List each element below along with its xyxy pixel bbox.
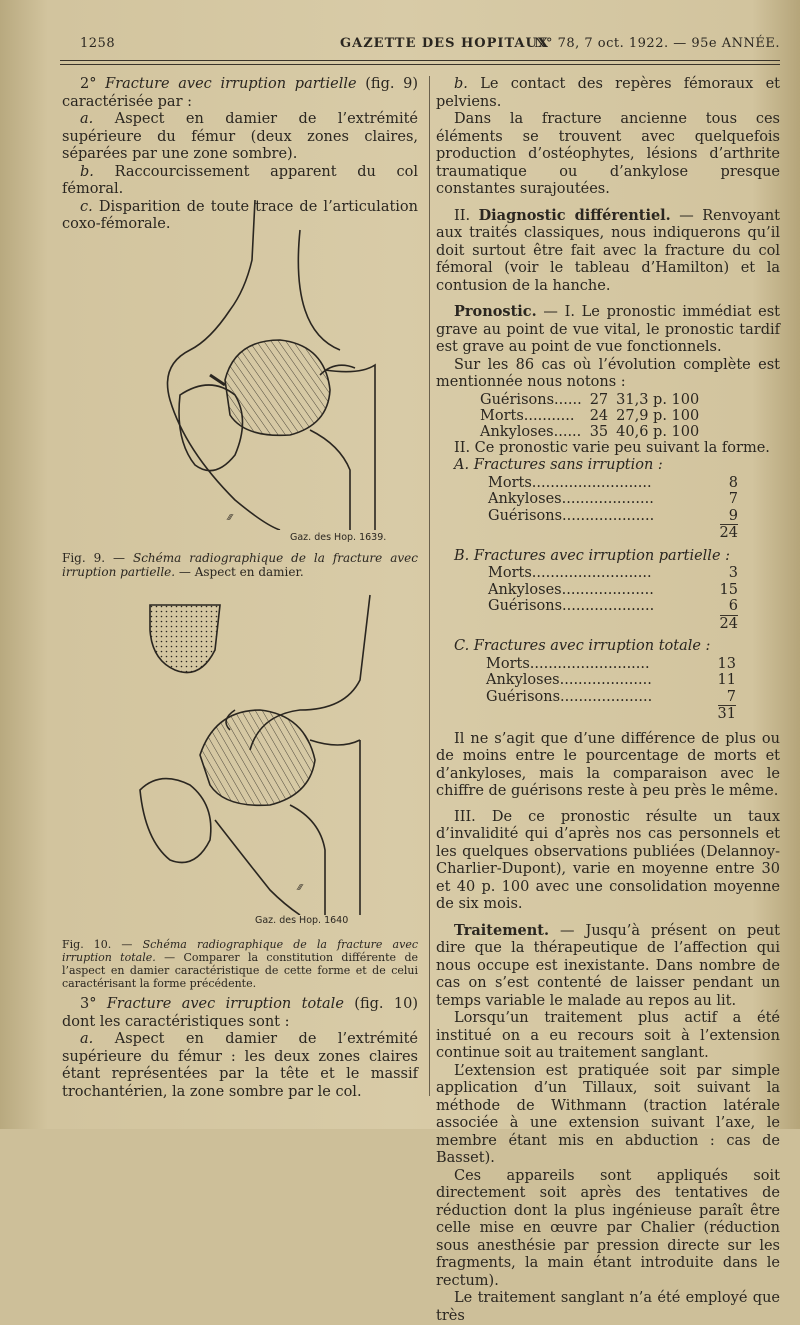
table-row: [476, 392, 703, 408]
figure-9-radiograph: [150, 200, 410, 543]
tally-row: [488, 565, 738, 582]
paragraph: Dans la fracture ancienne tous ces éléments se trouvent avec quelquefois production d’ostéophytes, lésions d’arthrite traumatique ou d’ankylose presque constantes surajoutées.: [436, 111, 780, 197]
figure-10-drawing: [130, 590, 390, 915]
stat-percent: 31,3 p. 100: [616, 391, 700, 408]
issue-info: N° 78, 7 oct. 1922. — 95e ANNÉE.: [534, 36, 780, 51]
figure-10-caption: [62, 938, 418, 990]
figure-10-radiograph: [130, 590, 390, 926]
caption-label: Fig. 10. —: [62, 938, 133, 951]
table-row: [476, 424, 703, 440]
tally-row: [486, 689, 736, 706]
column-divider: [429, 76, 430, 1096]
subsection-title: A. Fractures sans irruption :: [454, 457, 663, 473]
left-column-bottom: [62, 996, 418, 1101]
section-heading: Traitement.: [454, 921, 550, 939]
tally-count: 7: [726, 688, 736, 705]
section-number: 2°: [80, 76, 97, 92]
paragraph: Lorsqu’un traitement plus actif a été institué on a eu recours soit à l’extension continue soit au traitement sanglant.: [436, 1010, 780, 1061]
subsection-title: C. Fractures avec irruption totale :: [454, 638, 711, 654]
header-rule: [60, 60, 780, 61]
running-header: [60, 36, 780, 60]
item-text: Disparition de toute trace de l’articulation coxo-fémorale.: [62, 198, 418, 232]
tally-row: [488, 582, 738, 599]
paragraph: II. Ce pronostic varie peu suivant la forme.: [454, 439, 770, 456]
tally-row: [488, 598, 738, 615]
section-text: — Jusqu’à présent on peut dire que la thérapeutique de l’affection qui nous occupe est inexistante. Dans nombre de cas on s’est contenté de laisser pendant un temps variable le malade au repos au lit.: [436, 922, 781, 1009]
section-number: II.: [454, 207, 471, 224]
tally-label: Guérisons....................: [486, 688, 653, 705]
outcomes-table: [476, 392, 703, 440]
section-text: — I. Le pronostic immédiat est grave au point de vue vital, le pronostic tardif est grave au point de vue fonctionnels.: [436, 304, 781, 355]
caption-title: Schéma radiographique de la fracture avec irruption totale.: [62, 938, 418, 964]
table-row: [476, 408, 703, 424]
caption-text: — Comparer la constitution différente de l’aspect en damier caractéristique de cette forme et de celui caractérisant la forme précédente.: [62, 951, 418, 990]
tally-a: [488, 475, 738, 542]
section-text: (fig. 10) dont les caractéristiques sont :: [62, 996, 419, 1030]
section-text: — Renvoyant aux traités classiques, nous indiquerons qu’il doit surtout être fait avec la fracture du col fémoral (voir le tableau d’Hamilton) et la contusion de la hanche.: [436, 207, 781, 294]
figure-9-drawing: [150, 200, 410, 530]
stat-percent: 27,9 p. 100: [616, 407, 700, 424]
stat-label: Ankyloses......: [480, 423, 582, 440]
item-letter: b.: [80, 163, 94, 180]
tally-count: 11: [717, 672, 736, 688]
tally-total: 31: [717, 706, 736, 722]
stat-label: Guérisons......: [480, 391, 582, 408]
stat-count: 27: [589, 391, 609, 408]
tally-row: [486, 656, 736, 673]
header-rule-thin: [60, 64, 780, 65]
section-heading: Diagnostic différentiel.: [478, 206, 671, 224]
tally-b: [488, 565, 738, 632]
item-text: Le contact des repères fémoraux et pelviens.: [436, 76, 781, 110]
paragraph: Sur les 86 cas où l’évolution complète est mentionnée nous notons :: [436, 356, 780, 390]
tally-label: Morts..........................: [488, 474, 652, 491]
stat-label: Morts...........: [480, 407, 575, 424]
tally-label: Ankyloses....................: [486, 672, 652, 688]
figure-9-source: Gaz. des Hop. 1639.: [290, 532, 387, 543]
item-text: Raccourcissement apparent du col fémoral.: [62, 163, 419, 197]
tally-count: 15: [719, 581, 738, 598]
item-text: Aspect en damier de l’extrémité supérieure du fémur : les deux zones claires étant représentées par la tête et le massif trochantérien, la zone sombre par le col.: [62, 1031, 418, 1100]
section-number: 3°: [80, 996, 97, 1012]
section-heading: Pronostic.: [454, 303, 537, 320]
paragraph: Ces appareils sont appliqués soit directement soit après des tentatives de réduction dont la plus ingénieuse paraît être celle mise en œuvre par Chalier (réduction sous anesthésie par pression directe sur les fragments, la main étant introduite dans le rectum).: [436, 1167, 780, 1289]
tally-count: 13: [717, 655, 736, 672]
subsection-title: B. Fractures avec irruption partielle :: [454, 547, 731, 564]
tally-label: Morts..........................: [486, 655, 650, 672]
section-title: Fracture avec irruption partielle: [105, 76, 357, 92]
item-letter: a.: [80, 111, 94, 127]
tally-row: [488, 475, 738, 492]
figure-9-caption: [62, 551, 418, 579]
page-number: 1258: [80, 36, 116, 51]
tally-total: 24: [719, 615, 738, 632]
tally-count: 8: [728, 474, 738, 491]
paragraph: L’extension est pratiquée soit par simple application d’un Tillaux, soit suivant la méthode de Withmann (traction latérale associée à une extension suivant l’axe, le membre étant mis en abduction : cas de Basset).: [436, 1062, 780, 1166]
right-column: [436, 76, 780, 1325]
caption-title: Schéma radiographique de la fracture avec irruption partielle.: [62, 551, 418, 579]
item-letter: b.: [454, 76, 468, 92]
tally-count: 6: [728, 598, 738, 614]
item-text: Aspect en damier de l’extrémité supérieure du fémur (deux zones claires, séparées par une zone sombre).: [62, 111, 418, 162]
svg-text:⁄⁄⁄: ⁄⁄⁄: [228, 513, 233, 522]
tally-label: Ankyloses....................: [488, 581, 654, 598]
tally-label: Ankyloses....................: [488, 491, 654, 507]
item-letter: a.: [80, 1031, 94, 1047]
tally-row: [488, 491, 738, 508]
stat-percent: 40,6 p. 100: [616, 423, 700, 440]
tally-count: 9: [728, 507, 738, 524]
caption-label: Fig. 9. —: [62, 551, 126, 565]
item-letter: c.: [80, 198, 93, 215]
paragraph: III. De ce pronostic résulte un taux d’invalidité qui d’après nos cas personnels et les quelques observations publiées (Delannoy-Charlier-Dupont), varie en moyenne entre 30 et 40 p. 100 avec une consolidation moyenne de six mois.: [436, 808, 780, 912]
tally-label: Morts..........................: [488, 565, 652, 581]
tally-label: Guérisons....................: [488, 507, 655, 524]
section-text: (fig. 9) caractérisée par :: [62, 76, 419, 110]
figure-10-source: Gaz. des Hop. 1640: [255, 915, 349, 926]
tally-count: 3: [728, 565, 738, 581]
svg-text:⁄⁄⁄: ⁄⁄⁄: [298, 883, 303, 892]
paragraph: Le traitement sanglant n’a été employé que très: [436, 1290, 780, 1324]
tally-row: [488, 508, 738, 525]
tally-row: [486, 672, 736, 689]
tally-total: 24: [719, 525, 738, 541]
journal-title: GAZETTE DES HOPITAUX: [340, 36, 549, 51]
tally-label: Guérisons....................: [488, 598, 655, 614]
caption-text: — Aspect en damier.: [178, 565, 304, 579]
stat-count: 35: [589, 423, 609, 440]
section-title: Fracture avec irruption totale: [106, 996, 344, 1012]
tally-c: [486, 656, 736, 723]
tally-count: 7: [728, 491, 738, 507]
paragraph: Il ne s’agit que d’une différence de plus ou de moins entre le pourcentage de morts et d’ankyloses, mais la comparaison avec le chiffre de guérisons reste à peu près le même.: [436, 730, 780, 799]
stat-count: 24: [589, 407, 609, 424]
